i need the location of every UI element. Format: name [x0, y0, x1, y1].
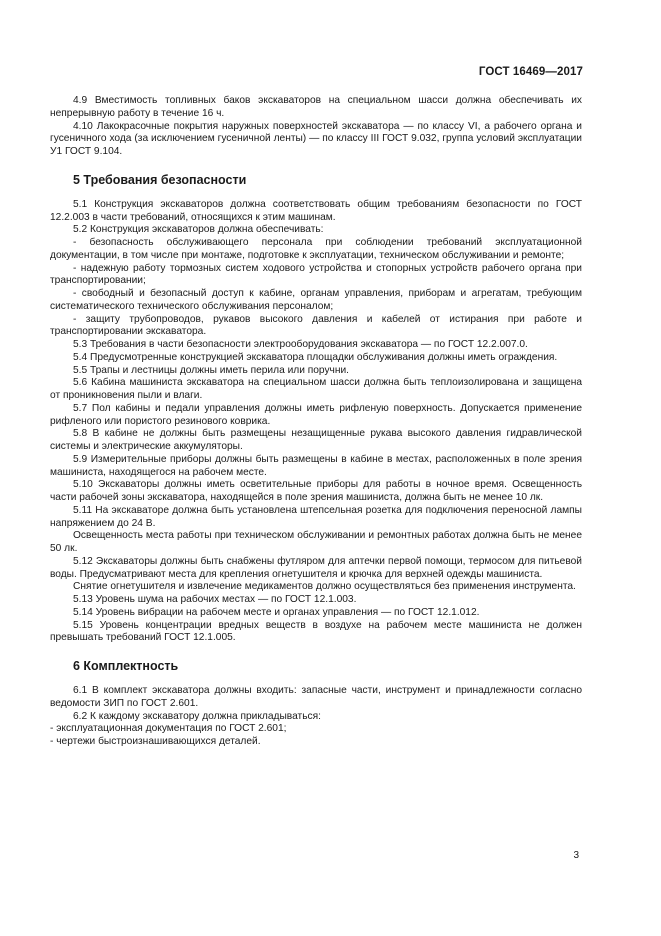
list-item: - эксплуатационная документация по ГОСТ 2.601; [50, 723, 287, 735]
paragraph-5-11-cont: Освещенность места работы при техническом обслуживании и ремонтных работах должна быть не менее 50 лк. [50, 530, 582, 554]
paragraph-5-12-cont: Снятие огнетушителя и извлечение медикаментов должно осуществляться без применения инструмента. [73, 581, 576, 593]
paragraph-5-13: 5.13 Уровень шума на рабочих местах — по ГОСТ 12.1.003. [73, 594, 357, 605]
list-item: - безопасность обслуживающего персонала при соблюдении требований эксплуатационной документации, в том числе при монтаже, подготовке к эксплуатации, техническом обслуживании и ремонте; [50, 237, 582, 261]
paragraph-6-1: 6.1 В комплект экскаватора должны входить: запасные части, инструмент и принадлежности согласно ведомости ЗИП по ГОСТ 2.601. [50, 685, 582, 709]
list-item: - защиту трубопроводов, рукавов высокого давления и кабелей от истирания при работе и транспортировании экскаватора. [50, 313, 582, 338]
list-item: - чертежи быстроизнашивающихся деталей. [50, 736, 261, 747]
section-5-title: 5 Требования безопасности [73, 172, 247, 187]
paragraph-5-12: 5.12 Экскаваторы должны быть снабжены футляром для аптечки первой помощи, термосом для питьевой воды. Предусматривают места для крепления огнетушителя и крючка для верхней одежды машиниста. [50, 555, 582, 580]
section-6-title: 6 Комплектность [73, 659, 179, 673]
paragraph-5-5: 5.5 Трапы и лестницы должны иметь перила или поручни. [73, 364, 350, 376]
document-body [50, 95, 582, 749]
paragraph-5-10: 5.10 Экскаваторы должны иметь осветительные приборы для работы в ночное время. Освещенность части рабочей зоны экскаватора, находящейся в поле зрения машиниста, должна быть не менее 10 лк. [50, 479, 582, 503]
list-item: - свободный и безопасный доступ к кабине, органам управления, приборам и агрегатам, требующим систематического технического обслуживания персоналом; [50, 288, 582, 312]
paragraph-5-6: 5.6 Кабина машиниста экскаватора на специальном шасси должна быть теплоизолирована и защищена от проникновения пыли и влаги. [50, 377, 582, 401]
paragraph-5-2: 5.2 Конструкция экскаваторов должна обеспечивать: [73, 224, 324, 236]
paragraph-4-10: 4.10 Лакокрасочные покрытия наружных поверхностей экскаватора — по классу VI, а рабочего органа и гусеничного хода (за исключением гусеничной ленты) — по классу III ГОСТ 9.032, группа условий эксплуатации У1 ГОСТ 9.104. [50, 120, 582, 157]
paragraph-6-2: 6.2 К каждому экскаватору должна прикладываться: [73, 710, 321, 722]
paragraph-5-8: 5.8 В кабине не должны быть размещены незащищенные рукава высокого давления гидравлической системы и электрические аккумуляторы. [50, 428, 582, 452]
paragraph-4-9: 4.9 Вместимость топливных баков экскаваторов на специальном шасси должна обеспечивать их непрерывную работу в течение 16 ч. [50, 95, 582, 119]
paragraph-5-1: 5.1 Конструкция экскаваторов должна соответствовать общим требованиям безопасности по ГОСТ 12.2.003 в части требований, относящихся к этим машинам. [50, 198, 582, 223]
page-number: 3 [573, 850, 579, 861]
list-item: - надежную работу тормозных систем ходового устройства и стопорных устройств рабочего органа при транспортировании; [50, 262, 582, 287]
document-header: ГОСТ 16469—2017 [478, 66, 583, 78]
paragraph-5-11: 5.11 На экскаваторе должна быть установлена штепсельная розетка для подключения переносной лампы напряжением до 24 В. [50, 504, 582, 529]
paragraph-5-15: 5.15 Уровень концентрации вредных веществ в воздухе на рабочем месте машиниста не должен превышать требований ГОСТ 12.1.005. [50, 619, 582, 644]
paragraph-5-7: 5.7 Пол кабины и педали управления должны иметь рифленую поверхность. Допускается применение рифленого или пористого резинового коврика. [50, 402, 582, 427]
paragraph-5-14: 5.14 Уровень вибрации на рабочем месте и органах управления — по ГОСТ 12.1.012. [73, 606, 480, 618]
paragraph-5-3: 5.3 Требования в части безопасности электрооборудования экскаватора — по ГОСТ 12.2.007.0. [73, 339, 528, 350]
paragraph-5-4: 5.4 Предусмотренные конструкцией экскаватора площадки обслуживания должны иметь ограждения. [73, 351, 558, 363]
paragraph-5-9: 5.9 Измерительные приборы должны быть размещены в кабине в местах, расположенных в поле зрения машиниста, находящегося на рабочем месте. [50, 453, 582, 478]
